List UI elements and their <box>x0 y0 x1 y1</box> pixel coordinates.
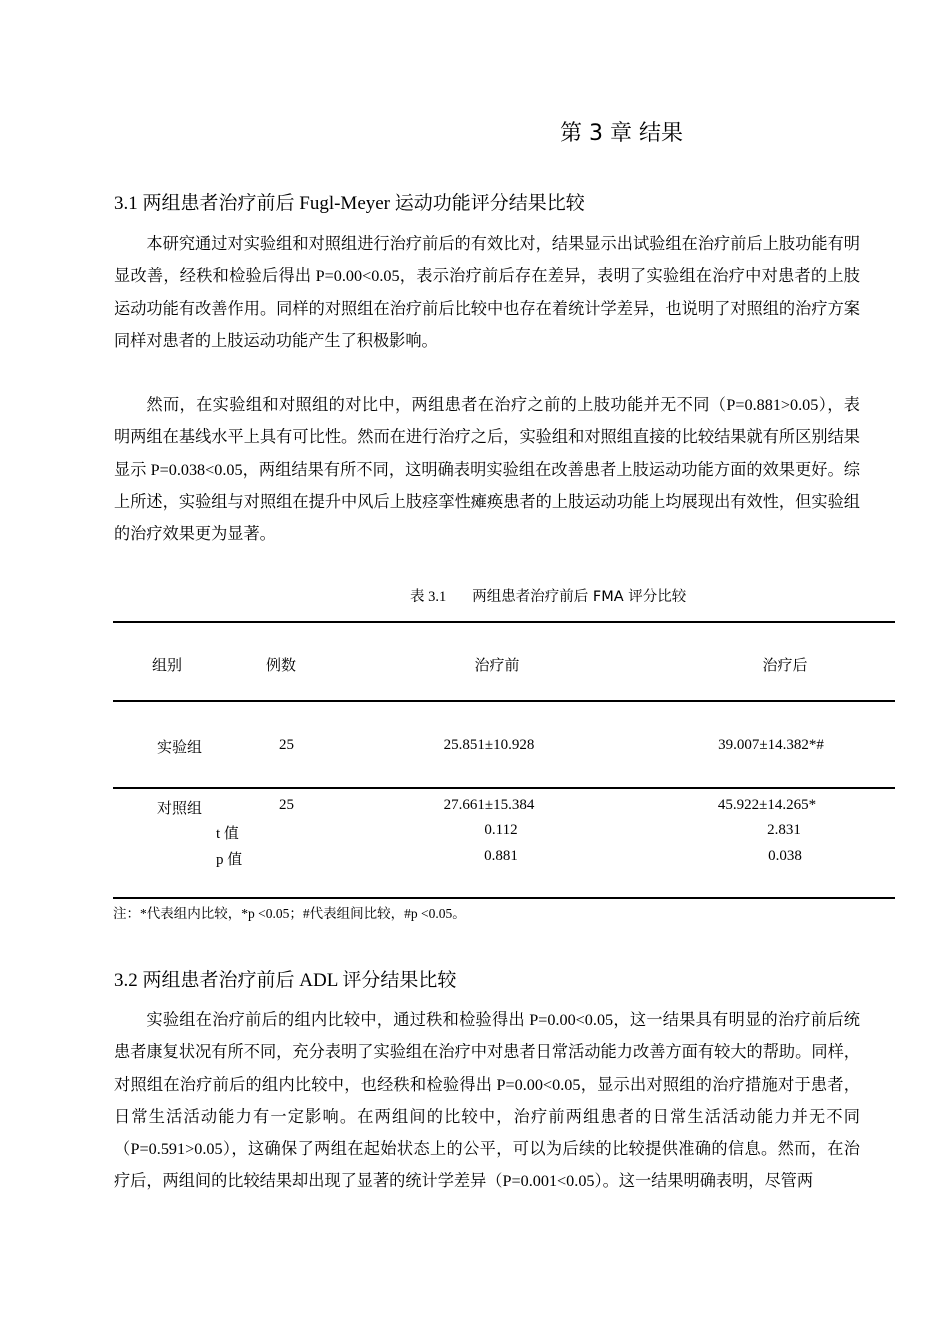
cell-n: 25 <box>279 797 294 813</box>
table-header-rule <box>113 700 895 702</box>
table-caption-title: 两组患者治疗前后 FMA 评分比较 <box>472 589 687 605</box>
table-bottom-rule <box>113 897 895 899</box>
stat-label: t 值 <box>216 826 239 842</box>
table-top-rule <box>113 621 895 623</box>
section-heading-3-2: 3.2 两组患者治疗前后 ADL 评分结果比较 <box>114 970 457 991</box>
chapter-title: 第 3 章 结果 <box>560 121 683 146</box>
header-cell-group: 组别 <box>152 658 183 674</box>
table-caption-number: 表 3.1 <box>410 589 447 605</box>
table-note: 注：*代表组内比较，*p <0.05；#代表组间比较，#p <0.05。 <box>113 906 466 921</box>
stat-after: 0.038 <box>768 848 802 864</box>
table-row-rule <box>113 787 895 789</box>
cell-n: 25 <box>279 737 294 753</box>
stat-label: p 值 <box>216 852 243 868</box>
paragraph: 实验组在治疗前后的组内比较中，通过秩和检验得出 P=0.00<0.05，这一结果具有明显的治疗前后统患者康复状况有所不同，充分表明了实验组在治疗中对患者日常活动能力改善方面有较大的帮助。同样，对照组在治疗前后的组内比较中，也经秩和检验得出 P=0.00<0.05，显示出对照组的治疗措施对于患者，日常生活活动能力有一定影响。在两组间的比较中，治疗前两组患者的日常生活活动能力并无不同（P=0.591>0.05），这确保了两组在起始状态上的公平，可以为后续的比较提供准确的信息。然而，在治疗后，两组间的比较结果却出现了显著的统计学差异（P=0.001<0.05）。这一结果明确表明，尽管两 <box>114 1011 860 1191</box>
header-cell-n: 例数 <box>266 658 297 674</box>
section-heading-3-1: 3.1 两组患者治疗前后 Fugl-Meyer 运动功能评分结果比较 <box>114 193 585 214</box>
paragraph: 然而，在实验组和对照组的对比中，两组患者在治疗之前的上肢功能并无不同（P=0.881>0.05），表明两组在基线水平上具有可比性。然而在进行治疗之后，实验组和对照组直接的比较结果就有所区别结果显示 P=0.038<0.05，两组结果有所不同，这明确表明实验组在改善患者上肢运动功能方面的效果更好。综上所述，实验组与对照组在提升中风后上肢痉挛性瘫痪患者的上肢运动功能上均展现出有效性，但实验组的治疗效果更为显著。 <box>114 396 860 544</box>
header-cell-after: 治疗后 <box>762 658 808 674</box>
cell-before: 27.661±15.384 <box>443 797 535 813</box>
cell-group: 对照组 <box>157 801 203 817</box>
stat-before: 0.881 <box>484 848 518 864</box>
cell-before: 25.851±10.928 <box>443 737 535 753</box>
cell-after: 45.922±14.265* <box>717 797 817 813</box>
stat-before: 0.112 <box>484 822 518 838</box>
cell-after: 39.007±14.382*# <box>718 737 824 753</box>
stat-after: 2.831 <box>767 822 801 838</box>
table-caption <box>410 585 686 606</box>
cell-group: 实验组 <box>157 740 203 756</box>
paragraph: 本研究通过对实验组和对照组进行治疗前后的有效比对，结果显示出试验组在治疗前后上肢功能有明显改善，经秩和检验后得出 P=0.00<0.05，表示治疗前后存在差异，表明了实验组在治疗中对患者的上肢运动功能有改善作用。同样的对照组在治疗前后比较中也存在着统计学差异，也说明了对照组的治疗方案同样对患者的上肢运动功能产生了积极影响。 <box>114 235 860 350</box>
header-cell-before: 治疗前 <box>474 658 520 674</box>
